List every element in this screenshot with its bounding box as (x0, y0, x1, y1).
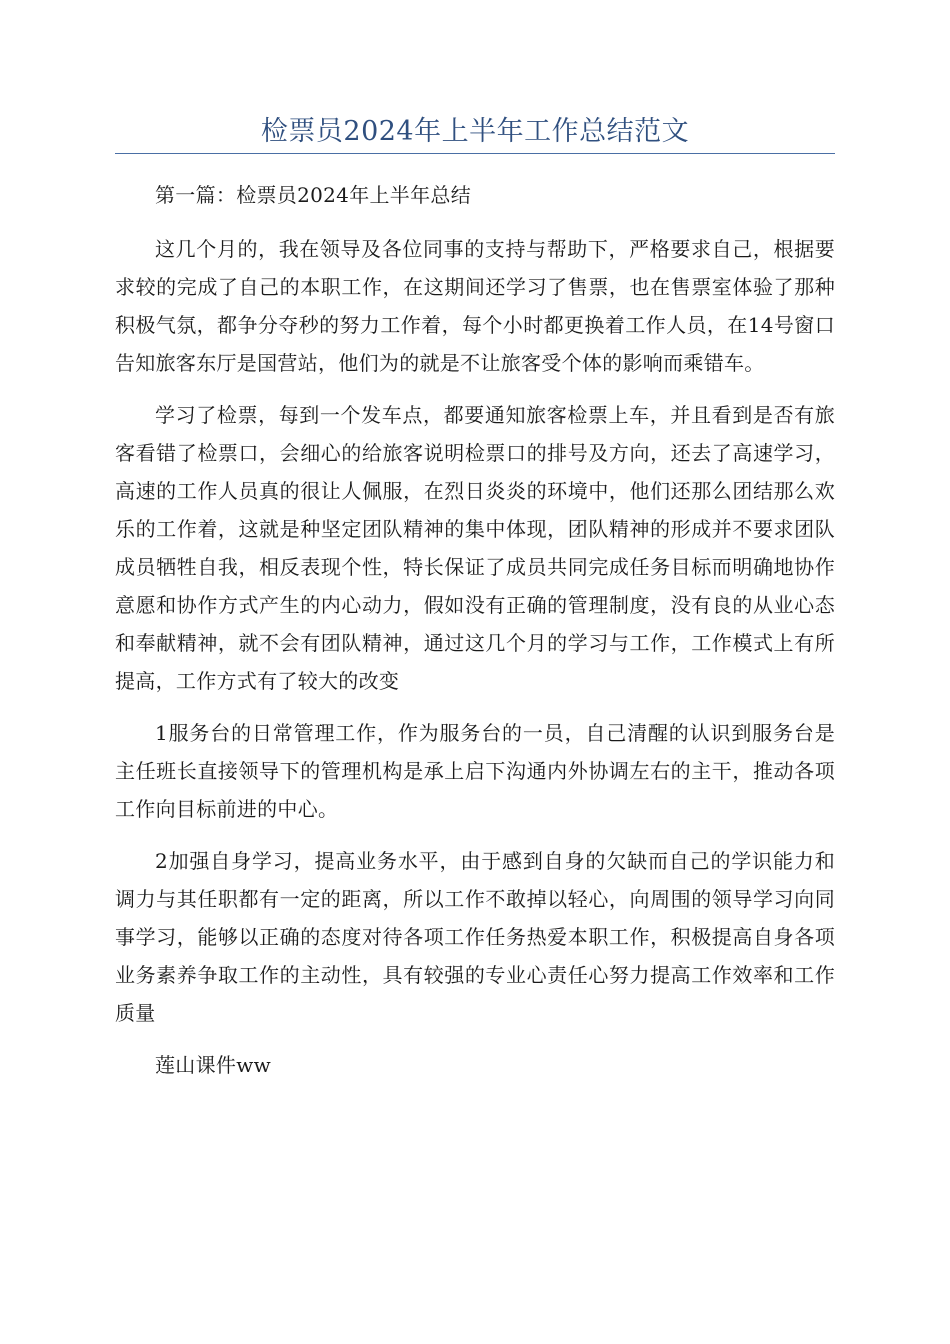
title-underline (115, 153, 835, 154)
document-title: 检票员2024年上半年工作总结范文 (260, 116, 690, 147)
paragraph: 2加强自身学习，提高业务水平，由于感到自身的欠缺而自己的学识能力和调力与其任职都有一定的距离，所以工作不敢掉以轻心，向周围的领导学习向同事学习，能够以正确的态度对待各项工作任务热爱本职工作，积极提高自身各项业务素养争取工作的主动性，具有较强的专业心责任心努力提高工作效率和工作质量 (115, 849, 835, 1025)
paragraph: 莲山课件ww (155, 1053, 272, 1077)
document-body (115, 176, 835, 1098)
section-heading: 第一篇：检票员2024年上半年总结 (155, 183, 471, 207)
paragraph: 学习了检票，每到一个发车点，都要通知旅客检票上车，并且看到是否有旅客看错了检票口，会细心的给旅客说明检票口的排号及方向，还去了高速学习，高速的工作人员真的很让人佩服，在烈日炎炎的环境中，他们还那么团结那么欢乐的工作着，这就是种坚定团队精神的集中体现，团队精神的形成并不要求团队成员牺牲自我，相反表现个性，特长保证了成员共同完成任务目标而明确地协作意愿和协作方式产生的内心动力，假如没有正确的管理制度，没有良的从业心态和奉献精神，就不会有团队精神，通过这几个月的学习与工作，工作模式上有所提高，工作方式有了较大的改变 (115, 403, 835, 693)
paragraph: 这几个月的，我在领导及各位同事的支持与帮助下，严格要求自己，根据要求较的完成了自己的本职工作，在这期间还学习了售票，也在售票室体验了那种积极气氛，都争分夺秒的努力工作着，每个小时都更换着工作人员，在14号窗口告知旅客东厅是国营站，他们为的就是不让旅客受个体的影响而乘错车。 (115, 237, 835, 375)
paragraph: 1服务台的日常管理工作，作为服务台的一员，自己清醒的认识到服务台是主任班长直接领导下的管理机构是承上启下沟通内外协调左右的主干，推动各项工作向目标前进的中心。 (115, 721, 835, 821)
